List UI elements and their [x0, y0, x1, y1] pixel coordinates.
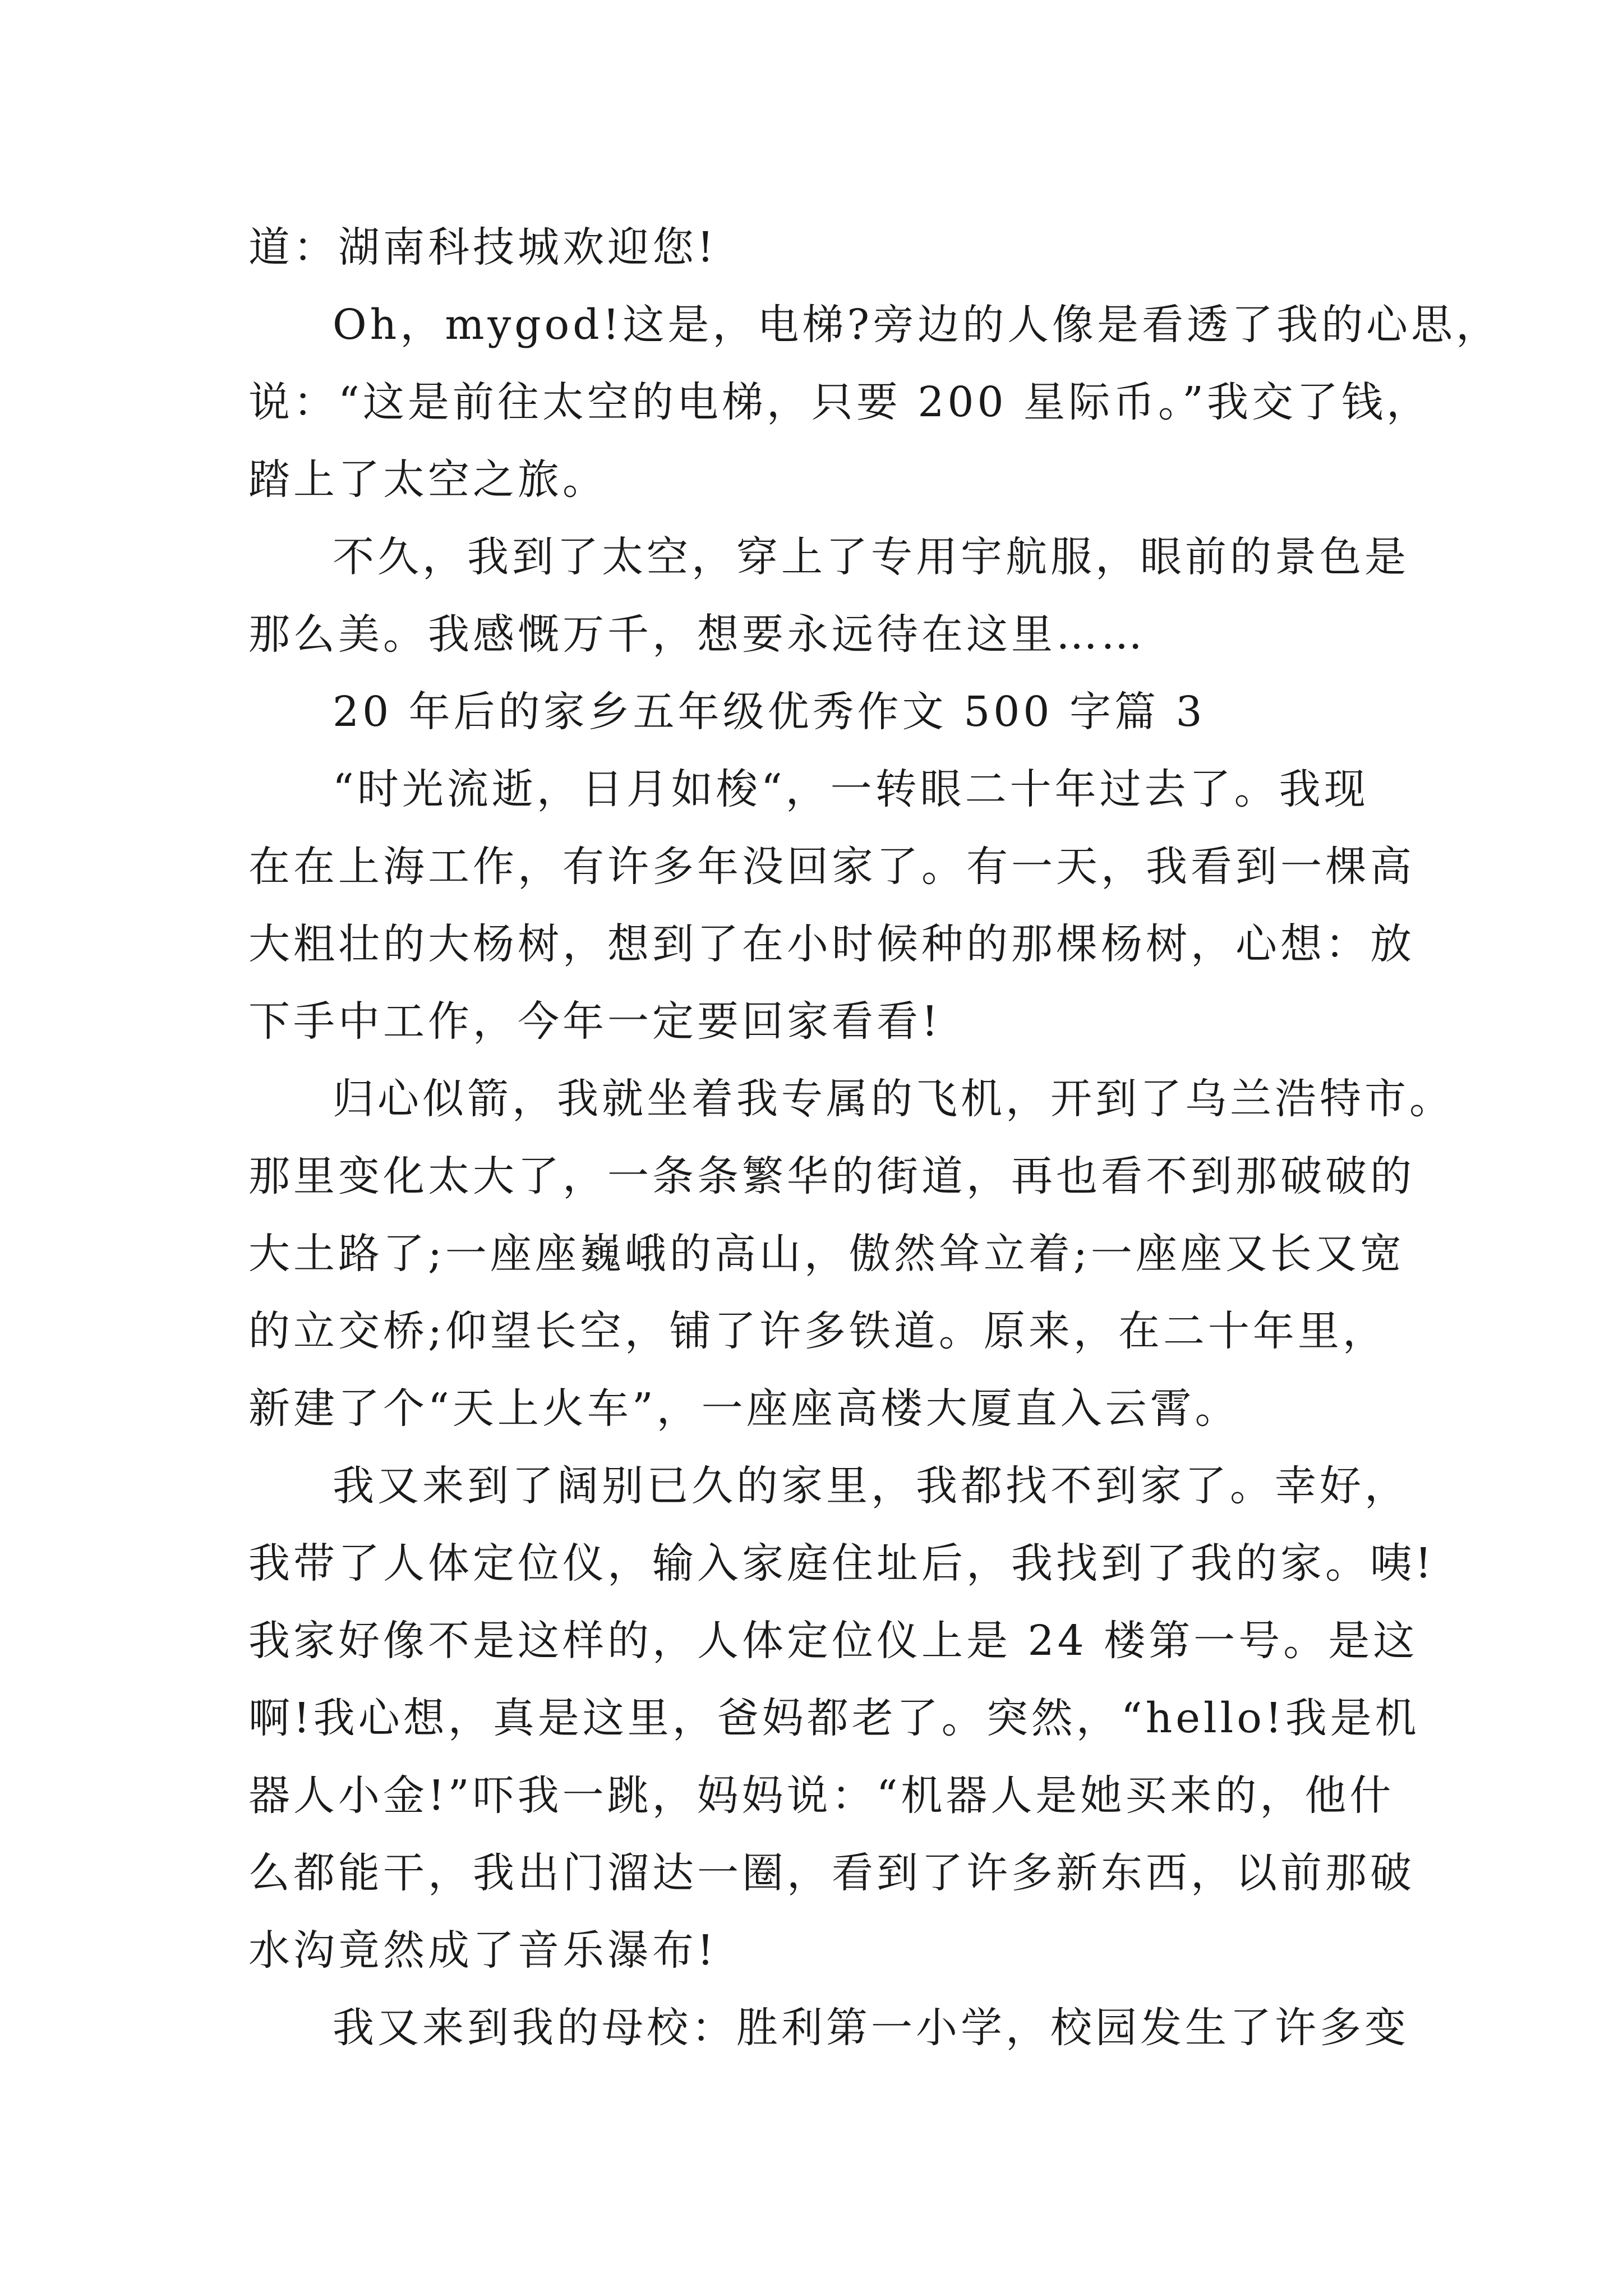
text-line: 那里变化太大了，一条条繁华的街道，再也看不到那破破的 — [248, 1152, 1415, 1200]
text-line: 大粗壮的大杨树，想到了在小时候种的那棵杨树，心想：放 — [248, 920, 1415, 968]
text-line: 新建了个“天上火车”，一座座高楼大厦直入云霄。 — [248, 1384, 1240, 1433]
text-line: “时光流逝，日月如梭“，一转眼二十年过去了。我现 — [333, 765, 1369, 813]
text-line: 器人小金!”吓我一跳，妈妈说：“机器人是她买来的，他什 — [248, 1772, 1395, 1820]
document-body — [248, 209, 1501, 2067]
section-heading: 20 年后的家乡五年级优秀作文 500 字篇 3 — [333, 688, 1206, 736]
text-line: 那么美。我感慨万千，想要永远待在这里…… — [248, 610, 1146, 659]
text-line: 在在上海工作，有许多年没回家了。有一天，我看到一棵高 — [248, 843, 1415, 891]
text-line: 水沟竟然成了音乐瀑布! — [248, 1926, 717, 1975]
text-line: 的立交桥;仰望长空，铺了许多铁道。原来，在二十年里， — [248, 1307, 1387, 1355]
text-line: 么都能干，我出门溜达一圈，看到了许多新东西，以前那破 — [248, 1849, 1415, 1897]
text-line: 下手中工作，今年一定要回家看看! — [248, 997, 942, 1046]
text-line: 说：“这是前往太空的电梯，只要 200 星际币。”我交了钱， — [248, 378, 1431, 426]
text-line: 我家好像不是这样的，人体定位仪上是 24 楼第一号。是这 — [248, 1617, 1418, 1665]
text-line: Oh，mygod!这是，电梯?旁边的人像是看透了我的心思， — [333, 301, 1501, 349]
text-line: 我又来到了阔别已久的家里，我都找不到家了。幸好， — [333, 1462, 1409, 1510]
text-line: 归心似箭，我就坐着我专属的飞机，开到了乌兰浩特市。 — [333, 1075, 1454, 1123]
text-line: 我带了人体定位仪，输入家庭住址后，我找到了我的家。咦! — [248, 1539, 1435, 1588]
text-line: 大土路了;一座座巍峨的高山，傲然耸立着;一座座又长又宽 — [248, 1230, 1405, 1278]
text-line: 道：湖南科技城欢迎您! — [248, 223, 717, 272]
text-line: 我又来到我的母校：胜利第一小学，校园发生了许多变 — [333, 2004, 1409, 2052]
text-line: 不久，我到了太空，穿上了专用宇航服，眼前的景色是 — [333, 533, 1409, 581]
text-line: 啊!我心想，真是这里，爸妈都老了。突然，“hello!我是机 — [248, 1694, 1420, 1742]
text-line: 踏上了太空之旅。 — [248, 455, 607, 504]
